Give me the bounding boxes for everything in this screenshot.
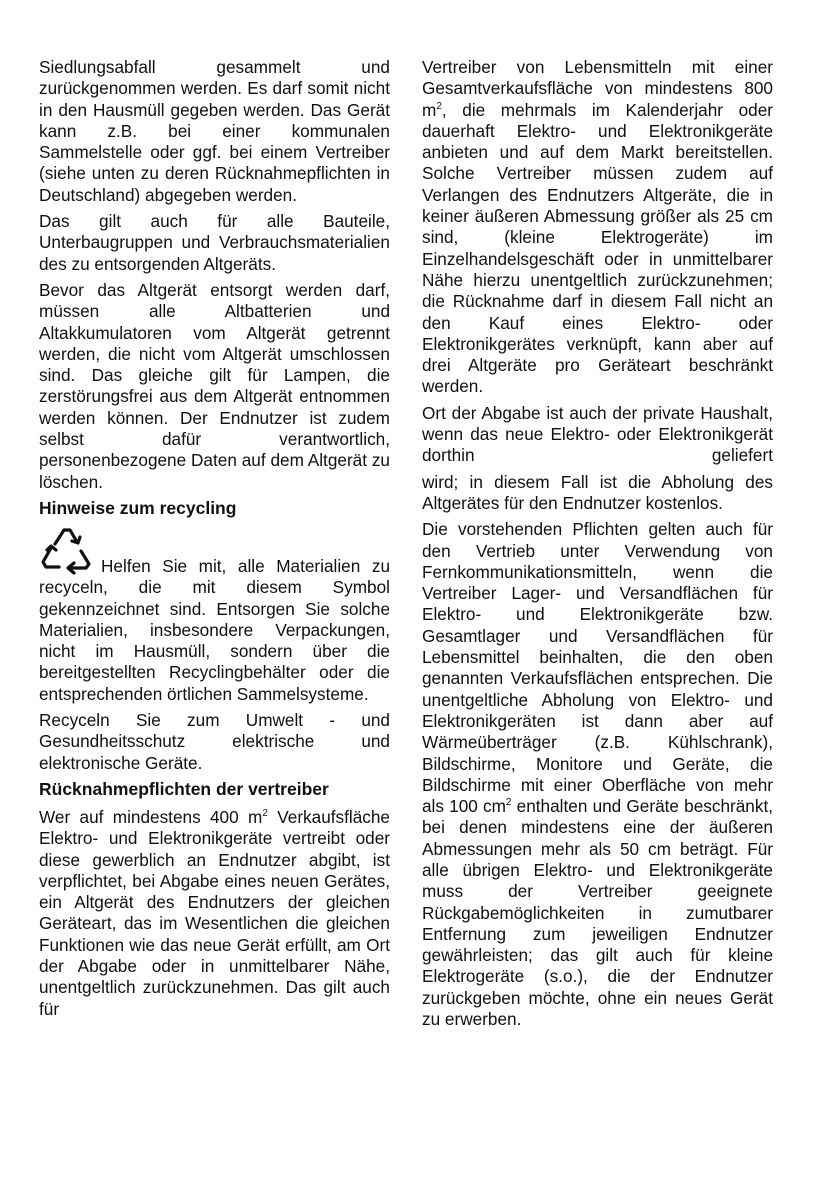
paragraph-lebensmittel (422, 57, 773, 398)
superscript: 2 (505, 797, 512, 809)
recycling-arrows-icon (37, 524, 95, 576)
paragraph-bauteile: Das gilt auch für alle Bauteile, Unterbaugruppen und Verbrauchsmaterialien des zu entsorgenden Altgeräts. (39, 211, 390, 274)
text-part: Verkaufsfläche Elektro- und Elektronikgeräte vertreibt oder diese gewerblich an Endnutzer abgibt, ist verpflichtet, bei Abgabe eines neuen Gerätes, ein Altgerät des Endnutzers der gleichen Geräteart, das im Wesentlichen die gleichen Funktionen wie das neue Gerät erfüllt, am Ort der Abgabe oder in unmittelbarer Nähe, unentgeltlich zurückzunehmen. Das gilt auch für (39, 806, 390, 1019)
text-part: Wer auf mindestens 400 m (39, 806, 263, 827)
text-part: Die vorstehenden Pflichten gelten auch für den Vertrieb unter Verwendung von Fernkommunikationsmitteln, wenn die Vertreiber Lager- und Versandflächen für Elektro- und Elektronikgeräte bzw. Gesamtlager und Versandflächen für Lebensmittel beinhalten, die den oben genannten Verkaufsflächen entsprechen. Die unentgeltliche Abholung von Elektro- und Elektronikgeräten ist dann aber auf Wärmeüberträger (z.B. Kühlschrank), Bildschirme, Monitore und Geräte, die Bildschirme mit einer Oberfläche von mehr als 100 cm (422, 519, 773, 817)
paragraph-umweltschutz: Recyceln Sie zum Umwelt - und Gesundheitsschutz elektrische und elektronische Geräte. (39, 710, 390, 773)
superscript: 2 (436, 100, 442, 112)
superscript: 2 (262, 807, 268, 819)
paragraph-altbatterien: Bevor das Altgerät entsorgt werden darf, müssen alle Altbatterien und Altakkumulatoren vom Altgerät getrennt werden, die nicht vom Altgerät umschlossen sind. Das gleiche gilt für Lampen, die zerstörungsfrei aus dem Altgerät entnommen werden können. Der Endnutzer ist zudem selbst dafür verantwortlich, personenbezogene Daten auf dem Altgerät zu löschen. (39, 279, 390, 492)
text-part: , die mehrmals im Kalenderjahr oder dauerhaft Elektro- und Elektronikgeräte anbieten und auf dem Markt bereitstellen. Solche Vertreiber müssen zudem auf Verlangen des Endnutzers Altgeräte, die in keiner äußeren Abmessung größer als 25 cm sind, (kleine Elektrogeräte) im Einzelhandelsgeschäft oder in unmittelbarer Nähe hierzu unentgeltlich zurückzunehmen; die Rücknahme darf in diesem Fall nicht an den Kauf eines Elektro- oder Elektronikgerätes verknüpft, kann aber auf drei Altgeräte pro Geräteart beschränkt werden. (422, 99, 773, 397)
paragraph-abholung: wird; in diesem Fall ist die Abholung des Altgerätes für den Endnutzer kostenlos. (422, 471, 773, 513)
left-column (39, 57, 390, 1025)
heading-recycling: Hinweise zum recycling (39, 497, 237, 518)
paragraph-ort-der-abgabe: Ort der Abgabe ist auch der private Haushalt, wenn das neue Elektro- oder Elektronikgerät dorthin geliefert (422, 402, 773, 466)
recycling-section (39, 526, 390, 705)
right-column (422, 57, 773, 1035)
text-part: enthalten und Geräte beschränkt, bei denen mindestens eine der äußeren Abmessungen mehr als 50 cm beträgt. Für alle übrigen Elektro- und Elektronikgeräte muss der Vertreiber geeignete Rückgabemöglichkeiten in zumutbarer Entfernung zum jeweiligen Endnutzer gewährleisten; das gilt auch für kleine Elektrogeräte (s.o.), die der Endnutzer zurückgeben möchte, ohne ein neues Gerät zu erwerben. (422, 796, 773, 1030)
paragraph-fernkommunikation (422, 519, 773, 1030)
heading-ruecknahmepflichten: Rücknahmepflichten der vertreiber (39, 778, 329, 799)
text-part: Vertreiber von Lebensmitteln mit einer Gesamtverkaufsfläche von mindestens 800 m (422, 57, 773, 120)
paragraph-siedlungsabfall: Siedlungsabfall gesammelt und zurückgenommen werden. Es darf somit nicht in den Hausmüll gegeben werden. Das Gerät kann z.B. bei einer kommunalen Sammelstelle oder ggf. bei einem Vertreiber (siehe unten zu deren Rücknahmepflichten in Deutschland) abgegeben werden. (39, 57, 390, 205)
paragraph-recycling: Helfen Sie mit, alle Materialien zu recyceln, die mit diesem Symbol gekennzeichnet sind. Entsorgen Sie solche Materialien, insbesondere Verpackungen, nicht im Hausmüll, sondern über die bereitgestellten Recyclingbehälter oder die entsprechenden örtlichen Sammelsysteme. (39, 555, 390, 704)
paragraph-verkaufsflaeche (39, 807, 390, 1020)
